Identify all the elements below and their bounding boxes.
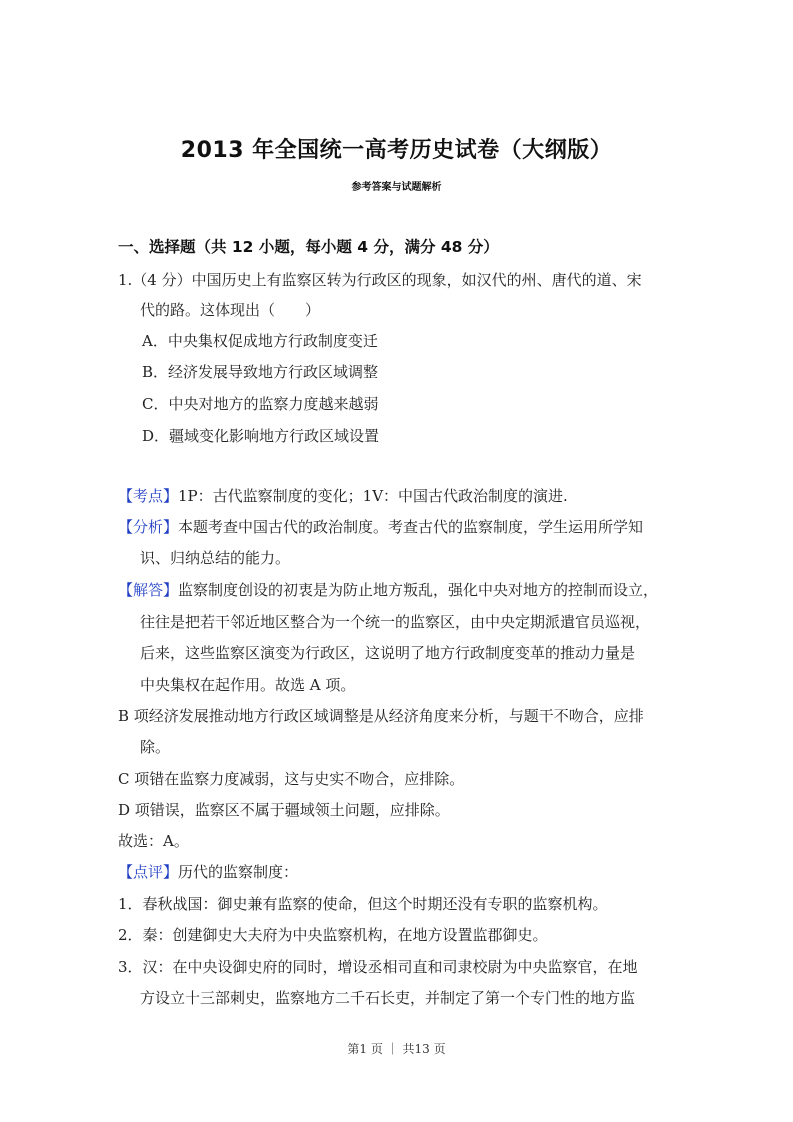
jieda-text-1: 监察制度创设的初衷是为防止地方叛乱，强化中央对地方的控制而设立， — [178, 581, 659, 599]
fenxi-line-2: 识、归纳总结的能力。 — [140, 549, 291, 567]
dianping-tag: 【点评】 — [118, 863, 179, 881]
section-heading: 一、选择题（共 12 小题，每小题 4 分，满分 48 分） — [118, 238, 499, 256]
dianping-item-3-cont: 方设立十三部刺史，监察地方二千石长吏，并制定了第一个专门性的地方监 — [140, 989, 636, 1007]
option-b: B．经济发展导致地方行政区域调整 — [142, 363, 379, 381]
question-stem-line-1: 1.（4 分）中国历史上有监察区转为行政区的现象，如汉代的州、唐代的道、宋 — [118, 271, 642, 289]
option-d: D．疆域变化影响地方行政区域设置 — [142, 427, 380, 445]
option-a: A．中央集权促成地方行政制度变迁 — [142, 332, 378, 350]
dianping-item-1: 1．春秋战国：御史兼有监察的使命，但这个时期还没有专职的监察机构。 — [118, 895, 608, 913]
jieda-line-3: 后来，这些监察区演变为行政区，这说明了地方行政制度变革的推动力量是 — [140, 644, 636, 662]
question-stem-line-2: 代的路。这体现出（ ） — [140, 301, 321, 319]
explanation-b-line-2: 除。 — [140, 738, 171, 756]
dianping-item-3: 3．汉：在中央设御史府的同时，增设丞相司直和司隶校尉为中央监察官，在地 — [118, 958, 638, 976]
dianping-line — [118, 862, 298, 882]
explanation-c: C 项错在监察力度减弱，这与史实不吻合，应排除。 — [118, 770, 465, 788]
jieda-tag: 【解答】 — [118, 581, 179, 599]
explanation-d: D 项错误，监察区不属于疆域领土问题，应排除。 — [118, 801, 450, 819]
dianping-text: 历代的监察制度： — [178, 863, 299, 881]
kaodian-tag: 【考点】 — [118, 487, 179, 505]
kaodian-line — [118, 486, 568, 506]
page-footer: 第1 页 ｜ 共13 页 — [347, 1042, 446, 1056]
fenxi-tag: 【分析】 — [118, 518, 179, 536]
document-subtitle: 参考答案与试题解析 — [351, 182, 442, 193]
explanation-b-line-1: B 项经济发展推动地方行政区域调整是从经济角度来分析，与题干不吻合，应排 — [118, 707, 644, 725]
jieda-line-1 — [118, 580, 658, 600]
kaodian-text: 1P：古代监察制度的变化；1V：中国古代政治制度的演进. — [178, 487, 568, 505]
fenxi-text-1: 本题考查中国古代的政治制度。考查古代的监察制度，学生运用所学知 — [178, 518, 644, 536]
final-answer: 故选：A。 — [118, 832, 189, 850]
jieda-line-4: 中央集权在起作用。故选 A 项。 — [140, 676, 356, 694]
fenxi-line-1 — [118, 517, 643, 537]
document-title: 2013 年全国统一高考历史试卷（大纲版） — [180, 138, 613, 163]
option-c: C．中央对地方的监察力度越来越弱 — [142, 395, 379, 413]
dianping-item-2: 2．秦：创建御史大夫府为中央监察机构，在地方设置监郡御史。 — [118, 926, 548, 944]
jieda-line-2: 往往是把若干邻近地区整合为一个统一的监察区，由中央定期派遣官员巡视， — [140, 613, 651, 631]
